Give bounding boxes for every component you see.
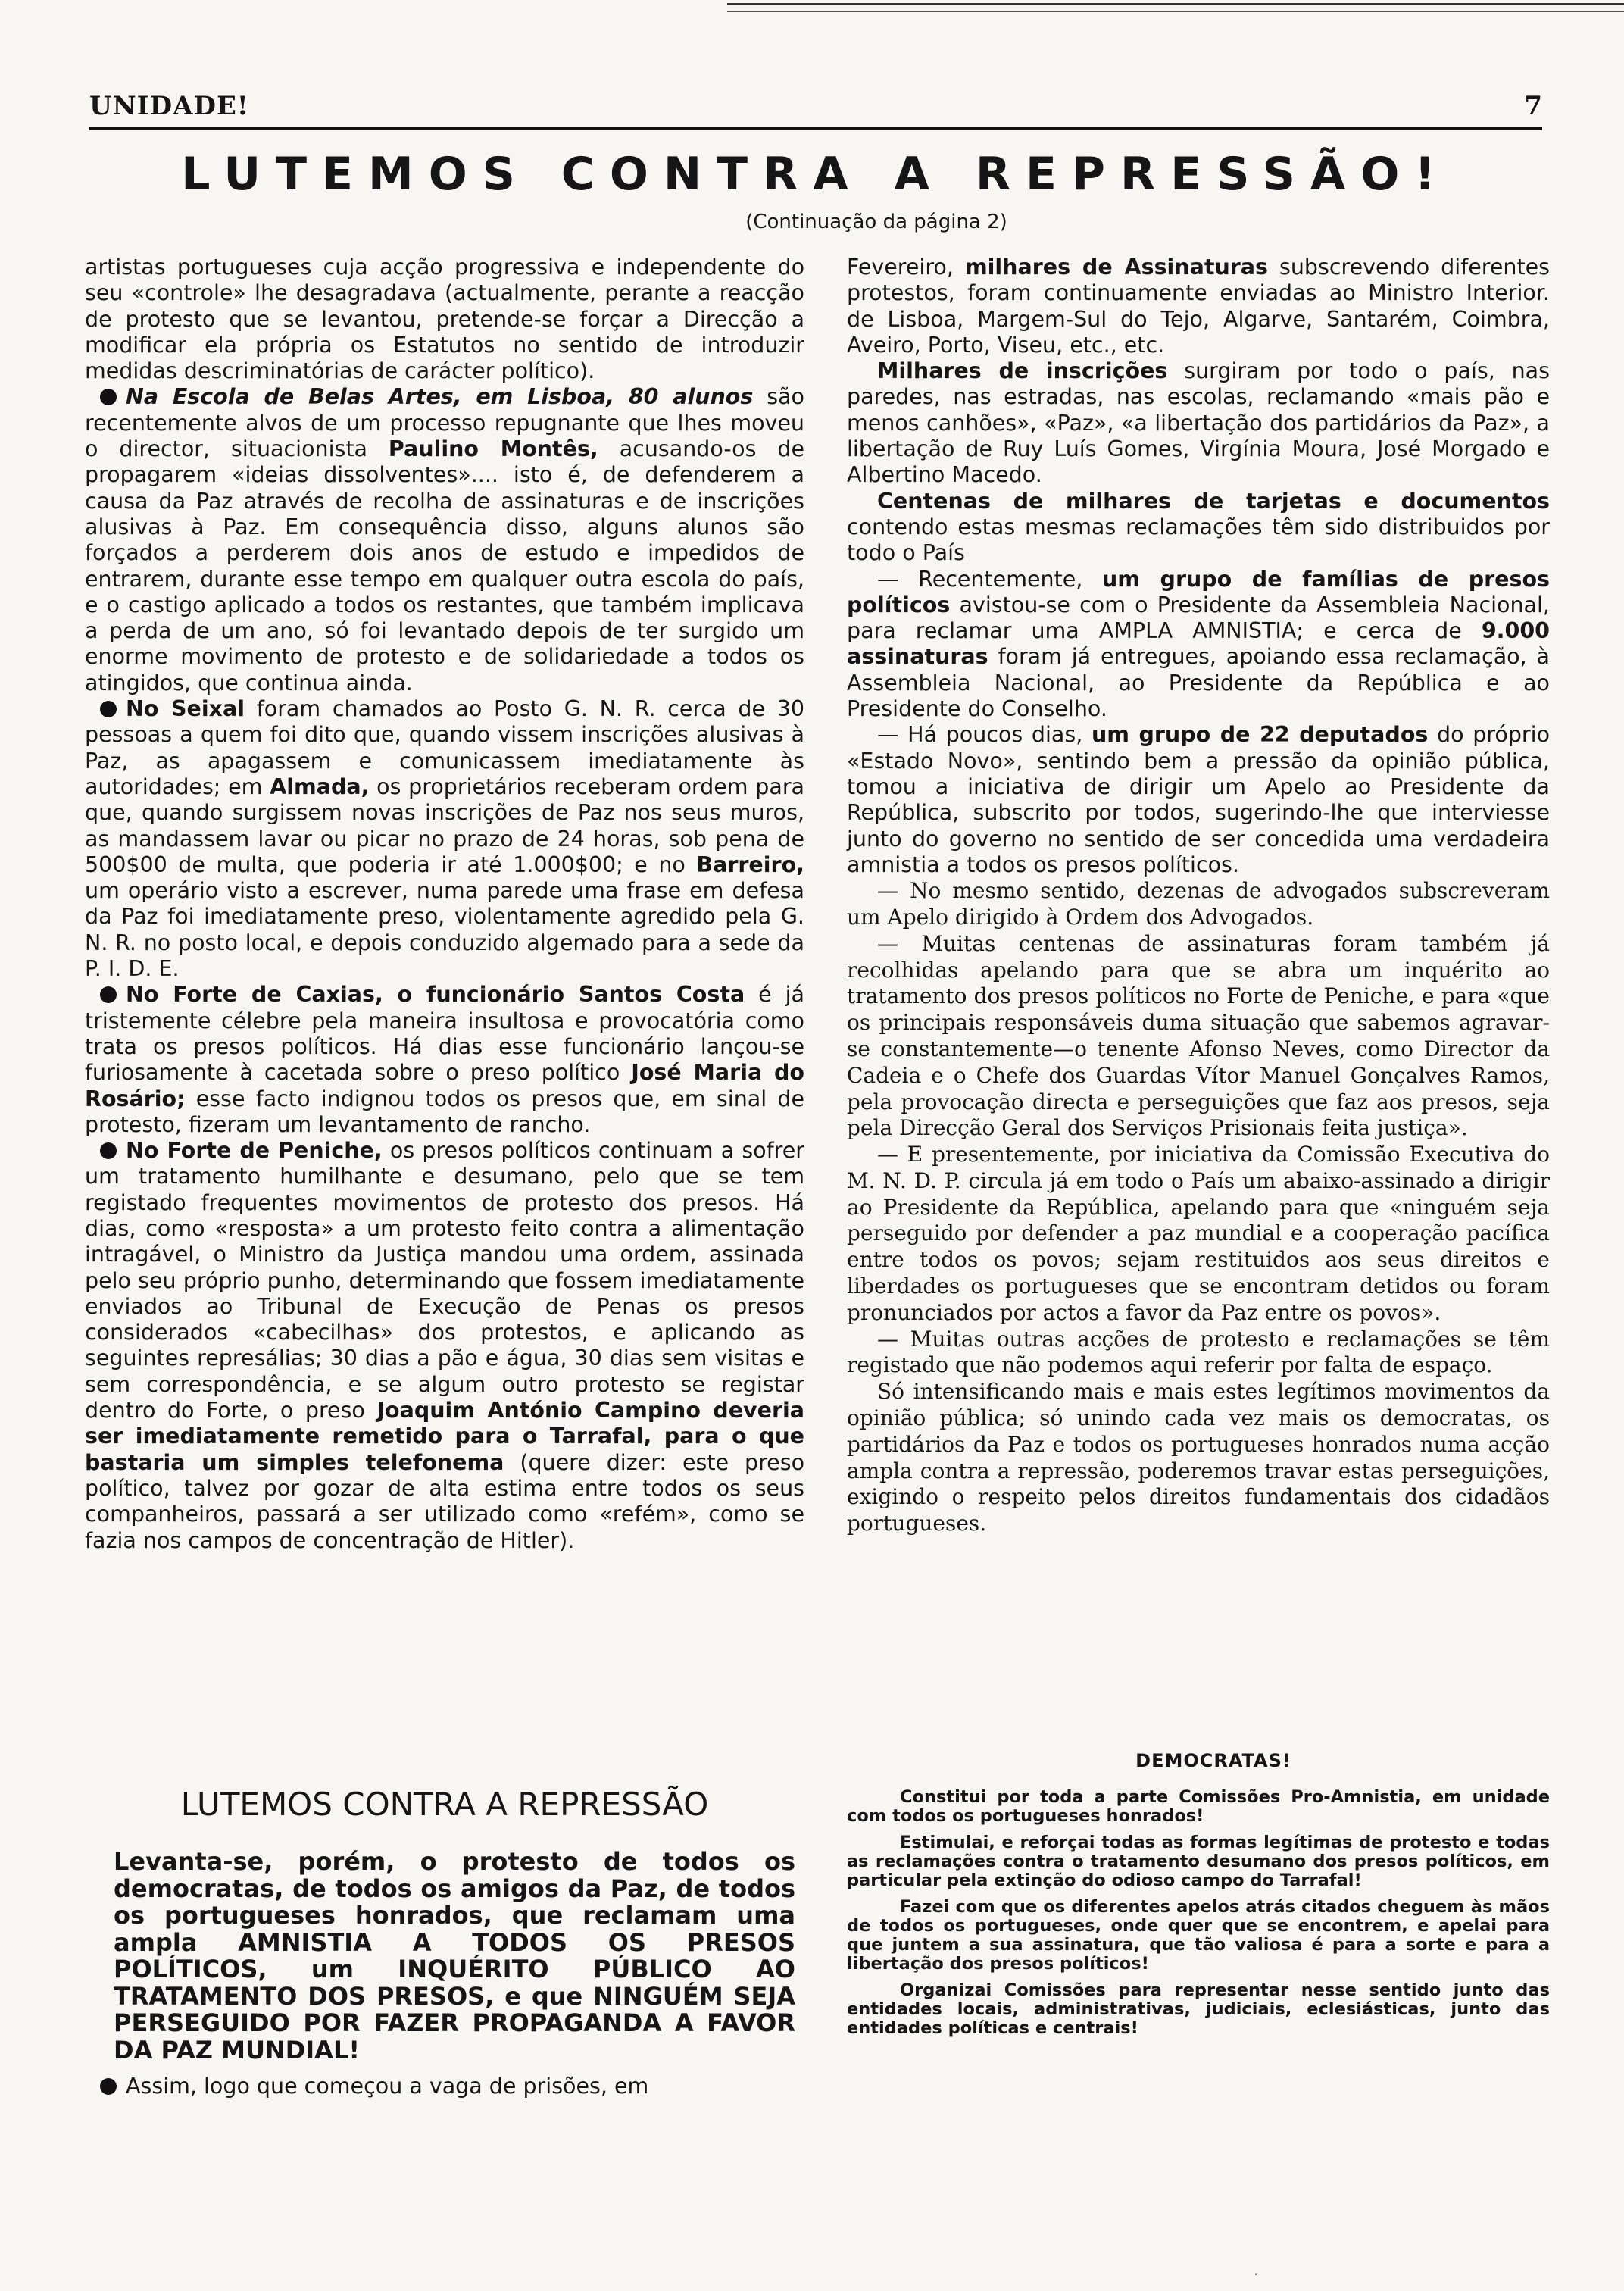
- right-paragraph: [847, 878, 1550, 931]
- body-text: — No mesmo sentido, dezenas de advogados subscreveram um Apelo dirigido à Ordem dos Advogados.: [847, 878, 1550, 930]
- emphasis-text: Barreiro,: [696, 852, 804, 877]
- masthead: [89, 91, 1542, 129]
- closing-line: [85, 2073, 804, 2100]
- right-paragraph: [847, 1142, 1550, 1327]
- democratas-title: DEMOCRATAS!: [1135, 1750, 1291, 1771]
- emphasis-text: José Maria do Rosário;: [85, 1060, 804, 1111]
- body-text: — Muitas centenas de assinaturas foram também já recolhidas apelando para que se abra um inquérito ao tratamento dos presos políticos no Forte de Peniche, e para «que os principais responsáveis duma situação que sabemos agravar-se constantemente—o tenente Afonso Neves, como Director da Cadeia e o Chefe dos Guardas Vítor Manuel Gonçalves Ramos, pela provocação directa e perseguições que faz aos presos, seja pela Direcção Geral dos Serviços Prisionais feita justiça».: [847, 930, 1550, 1141]
- democratas-item: Organizai Comissões para representar nesse sentido junto das entidades locais, administrativas, judiciais, eclesiásticas, junto das entidades políticas e centrais!: [847, 1980, 1550, 2038]
- emphasis-text: No Seixal: [126, 696, 245, 722]
- continuation-note: (Continuação da página 2): [745, 211, 1007, 233]
- body-text: — Há poucos dias,: [877, 722, 1092, 748]
- left-paragraph: [85, 384, 804, 696]
- body-text: do próprio «Estado Novo», sentindo bem a pressão da opinião pública, tomou a iniciativa de dirigir um Apelo ao Presidente da República, subscrito por todos, sugerindo-lhe que interviesse junto do governo no sentido de ser concedida uma verdadeira amnistia a todos os presos políticos.: [847, 722, 1550, 877]
- emphasis-text: Almada,: [270, 774, 370, 799]
- bullet-icon: [100, 701, 117, 717]
- left-paragraph: [85, 1138, 804, 1554]
- emphasis-italic-text: Na Escola de Belas Artes, em Lisboa, 80 alunos: [126, 384, 754, 410]
- right-paragraph: [847, 567, 1550, 723]
- bullet-icon: [100, 389, 117, 405]
- emphasis-text: No Forte de Peniche,: [126, 1138, 383, 1164]
- body-text: Só intensificando mais e mais estes legítimos movimentos da opinião pública; só unindo cada vez mais os democratas, os partidários da Paz e todos os portugueses honrados numa acção ampla contra a repressão, poderemos travar estas perseguições, exigindo o respeito pelos direitos fundamentais dos cidadãos portugueses.: [847, 1379, 1550, 1536]
- body-text: foram chamados ao Posto G. N. R. cerca de 30 pessoas a quem foi dito que, quando vissem inscrições alusivas à Paz, as apagassem e comunicassem imediatamente às autoridades; em: [85, 696, 804, 799]
- emphasis-text: um grupo de famílias de presos políticos: [847, 566, 1550, 617]
- body-text: — Recentemente,: [877, 566, 1103, 592]
- body-text: os presos políticos continuam a sofrer um tratamento humilhante e desumano, pelo que se tem registado frequentes movimentos de protesto dos presos. Há dias, como «resposta» a um protesto feito contra a alimentação intragável, o Ministro da Justiça mandou uma ordem, assinada pelo seu próprio punho, determinando que fossem imediatamente enviados ao Tribunal de Execução de Penas os presos considerados «cabecilhas» dos protestos, e aplicando as seguintes represálias; 30 dias a pão e água, 30 dias sem visitas e sem correspondência, e se algum outro protesto se registar dentro do Forte, o preso: [85, 1138, 804, 1424]
- body-text: é já tristemente célebre pela maneira insultosa e provocatória como trata os presos políticos. Há dias esse funcionário lançou-se furiosamente à cacetada sobre o preso político: [85, 982, 804, 1086]
- headline: LUTEMOS CONTRA A REPRESSÃO!: [181, 148, 1451, 201]
- bullet-icon: [100, 1142, 117, 1159]
- body-text: artistas portugueses cuja acção progressiva e independente do seu «controle» lhe desagradava (actualmente, perante a reacção de protesto que se levantou, pretende-se forçar a Direcção a modificar ela própria os Estatutos no sentido de introduzir medidas descriminatórias de carácter político).: [85, 255, 804, 384]
- emphasis-text: No Forte de Caxias, o funcionário Santos Costa: [126, 982, 745, 1008]
- democratas-item: Fazei com que os diferentes apelos atrás citados cheguem às mãos de todos os portugueses, onde quer que se encontrem, e apelai para que juntem a sua assinatura, que tão valiosa é para a sorte e para a libertação dos presos políticos!: [847, 1897, 1550, 1974]
- closing-line-text: Assim, logo que começou a vaga de prisões, em: [126, 2074, 649, 2099]
- body-text: esse facto indignou todos os presos que, em sinal de protesto, fizeram um levantamento de rancho.: [85, 1086, 804, 1137]
- body-text: — Muitas outras acções de protesto e reclamações se têm registado que não podemos aqui referir por falta de espaço.: [847, 1326, 1550, 1378]
- right-column: [847, 255, 1550, 1537]
- emphasis-text: Paulino Montês,: [388, 436, 598, 462]
- emphasis-text: Centenas de milhares de tarjetas e documentos: [877, 488, 1550, 514]
- top-edge-rule-secondary: [727, 11, 1624, 12]
- right-paragraph: [847, 489, 1550, 567]
- margin-mark: ·: [1254, 2265, 1259, 2283]
- right-paragraph: [847, 358, 1550, 488]
- right-paragraph: [847, 1327, 1550, 1380]
- top-edge-rule: [727, 3, 1624, 5]
- section-heading: LUTEMOS CONTRA A REPRESSÃO: [180, 1786, 709, 1823]
- bullet-icon: [100, 2078, 117, 2095]
- emphasis-text: Joaquim António Campino deveria ser imediatamente remetido para o Tarrafal, para o que bastaria um simples telefonema: [85, 1398, 805, 1475]
- democratas-item: Estimulai, e reforçai todas as formas legítimas de protesto e todas as reclamações contra o tratamento desumano dos presos políticos, em particular pela extinção do odioso campo do Tarrafal!: [847, 1833, 1550, 1890]
- democratas-box: [847, 1750, 1550, 2046]
- emphasis-text: 9.000 assinaturas: [847, 618, 1550, 670]
- body-text: foram já entregues, apoiando essa reclamação, à Assembleia Nacional, ao Presidente da República e ao Presidente do Conselho.: [847, 644, 1550, 722]
- right-paragraph: [847, 255, 1550, 358]
- right-paragraph: [847, 722, 1550, 878]
- right-paragraph: [847, 1379, 1550, 1537]
- body-text: os proprietários receberam ordem para que, quando surgissem novas inscrições de Paz nos seus muros, as mandassem lavar ou picar no prazo de 24 horas, sob pena de 500$00 de multa, que poderia ir até 1.000$00; e no: [85, 774, 804, 877]
- body-text: um operário visto a escrever, numa parede uma frase em defesa da Paz foi imediatamente preso, violentamente agredido pela G. N. R. no posto local, e depois conduzido algemado para a sede da P. I. D. E.: [85, 878, 804, 982]
- left-column: [85, 255, 804, 1554]
- body-text: subscrevendo diferentes protestos, foram continuamente enviadas ao Ministro Interior. de Lisboa, Margem-Sul do Tejo, Algarve, Santarém, Coimbra, Aveiro, Porto, Viseu, etc., etc.: [847, 255, 1551, 358]
- body-text: Fevereiro,: [847, 255, 965, 280]
- left-paragraph: [85, 255, 804, 384]
- body-text: — E presentemente, por iniciativa da Comissão Executiva do M. N. D. P. circula já em todo o País um abaixo-assinado a dirigir ao Presidente da República, apelando para que «ninguém seja perseguido por defender a paz mundial e a cooperação pacífica entre todos os povos; sejam restituidos aos seus direitos e liberdades os portugueses que se encontram detidos ou foram pronunciados por actos a favor da Paz entre os povos».: [847, 1142, 1550, 1325]
- left-paragraph: [85, 696, 804, 982]
- protest-paragraph: Levanta-se, porém, o protesto de todos os democratas, de todos os amigos da Paz, de todos os portugueses honrados, que reclamam uma ampla AMNISTIA A TODOS OS PRESOS POLÍTICOS, um INQUÉRITO PÚBLICO AO TRATAMENTO DOS PRESOS, e que NINGUÉM SEJA PERSEGUIDO POR FAZER PROPAGANDA A FAVOR DA PAZ MUNDIAL!: [114, 1847, 795, 2064]
- body-text: acusando-os de propagarem «ideias dissolventes».... isto é, de defenderem a causa da Paz através de recolha de assinaturas e de inscrições alusivas à Paz. Em consequência disso, alguns alunos são forçados a perderem dois anos de estudo e impedidos de entrarem, durante esse tempo em qualquer outra escola do país, e o castigo aplicado a todos os restantes, que também implicava a perda de um ano, só foi levantado depois de ter surgido um enorme movimento de protesto e de solidariedade a todos os atingidos, que continua ainda.: [85, 436, 804, 695]
- right-paragraph: [847, 931, 1550, 1142]
- body-text: avistou-se com o Presidente da Assembleia Nacional, para reclamar uma AMPLA AMNISTIA; e cerca de: [847, 592, 1550, 644]
- body-text: são recentemente alvos de um processo repugnante que lhes moveu o director, situacionista: [85, 384, 804, 462]
- emphasis-text: um grupo de 22 deputados: [1091, 722, 1429, 748]
- masthead-rule: [89, 127, 1542, 130]
- bullet-icon: [100, 986, 117, 1003]
- body-text: (quere dizer: este preso político, talvez por gozar de alta estima entre todos os seus companheiros, passará a ser utilizado como «refém», como se fazia nos campos de concentração de Hitler).: [85, 1449, 805, 1553]
- left-paragraph: [85, 982, 804, 1138]
- body-text: contendo estas mesmas reclamações têm sido distribuidos por todo o País: [847, 514, 1550, 566]
- democratas-item: Constitui por toda a parte Comissões Pro-Amnistia, em unidade com todos os portugueses honrados!: [847, 1787, 1550, 1826]
- body-text: surgiram por todo o país, nas paredes, nas estradas, nas escolas, reclamando «mais pão e menos canhões», «Paz», «a libertação dos partidários da Paz», a libertação de Ruy Luís Gomes, Virgínia Moura, José Morgado e Albertino Macedo.: [847, 358, 1550, 488]
- emphasis-text: milhares de Assinaturas: [964, 255, 1268, 280]
- page-number: 7: [1524, 91, 1542, 121]
- emphasis-text: Milhares de inscrições: [877, 358, 1168, 384]
- publication-name: UNIDADE!: [89, 91, 249, 121]
